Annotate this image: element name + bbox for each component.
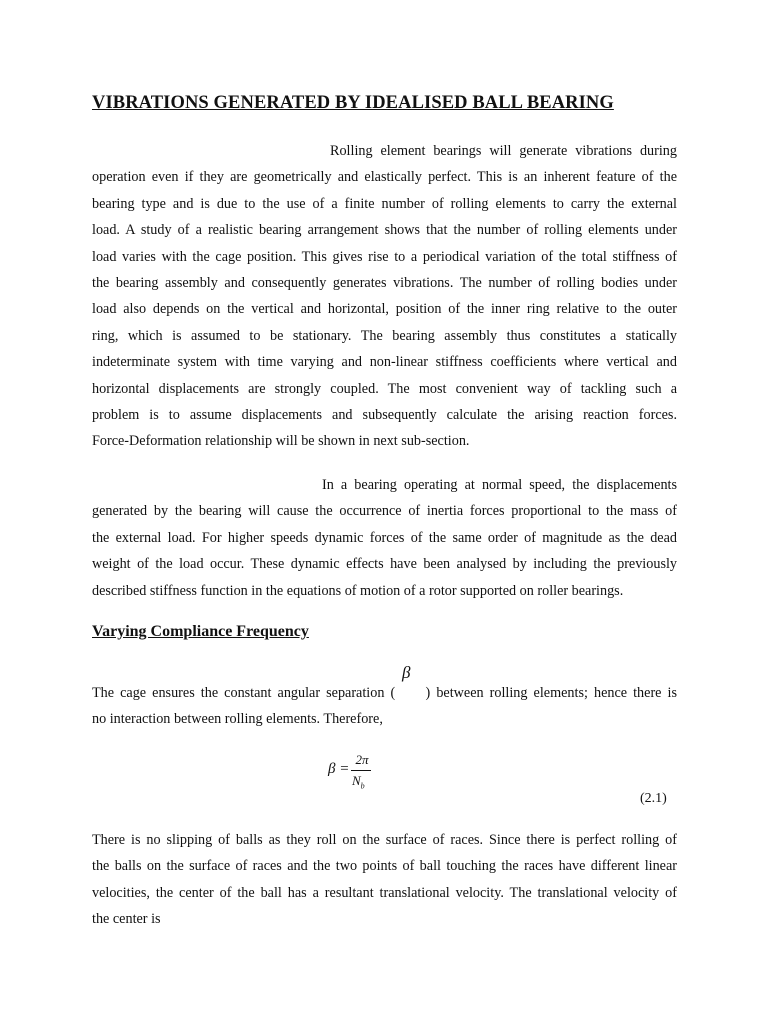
- paragraph-dynamics: [92, 472, 677, 604]
- denominator-symbol: N: [352, 773, 361, 788]
- paragraph-line: the bearing assembly and consequently generates vibrations. The number of rolling bodies under: [92, 274, 677, 291]
- paragraph-line: ring, which is assumed to be stationary. The bearing assembly thus constitutes a statically: [92, 327, 677, 344]
- paragraph-line: operation even if they are geometrically and elastically perfect. This is an inherent feature of the: [92, 169, 677, 186]
- paragraph-line: velocities, the center of the ball has a resultant translational velocity. The translational velocity of: [92, 884, 677, 901]
- paragraph-line: the center is: [92, 911, 161, 928]
- paragraph-rolling: [92, 827, 677, 933]
- equation-denominator: [352, 773, 365, 791]
- paragraph-line: the balls on the surface of races and the two points of ball touching the races have different linear: [92, 858, 677, 875]
- paragraph-line: load also depends on the vertical and horizontal, position of the inner ring relative to the outer: [92, 301, 677, 318]
- paragraph-line: weight of the load occur. These dynamic effects have been analysed by including the previously: [92, 556, 677, 573]
- paragraph-line: described stiffness function in the equations of motion of a rotor supported on roller bearings.: [92, 582, 624, 599]
- paragraph-line: load. A study of a realistic bearing arrangement shows that the number of rolling elements under: [92, 222, 677, 239]
- paragraph-intro: [92, 138, 677, 455]
- section-heading: Varying Compliance Frequency: [92, 623, 309, 640]
- paragraph-line: the external load. For higher speeds dynamic forces of the same order of magnitude as the dead: [92, 529, 677, 546]
- equation-lhs: β =: [328, 761, 350, 777]
- denominator-subscript: b: [360, 781, 365, 791]
- paragraph-line: generated by the bearing will cause the occurrence of inertia forces proportional to the mass of: [92, 503, 677, 520]
- paragraph-line: In a bearing operating at normal speed, the displacements: [322, 477, 677, 493]
- beta-symbol: β: [402, 663, 411, 682]
- fraction-bar: [351, 770, 371, 771]
- paragraph-line: horizontal displacements are strongly coupled. The most convenient way of tackling such a: [92, 380, 677, 397]
- document-title: VIBRATIONS GENERATED BY IDEALISED BALL BEARING: [92, 93, 614, 113]
- paragraph-line: load varies with the cage position. This gives rise to a periodical variation of the total stiffness of: [92, 248, 677, 265]
- paragraph-line: Rolling element bearings will generate vibrations during: [330, 143, 677, 159]
- paragraph-line: no interaction between rolling elements. Therefore,: [92, 711, 383, 728]
- paragraph-line: indeterminate system with time varying and non-linear stiffness coefficients where vertical and: [92, 354, 677, 371]
- paragraph-cage: [92, 680, 677, 733]
- paragraph-line: bearing type and is due to the use of a finite number of rolling elements to carry the external: [92, 195, 677, 212]
- paragraph-line: Force-Deformation relationship will be shown in next sub-section.: [92, 433, 470, 450]
- paragraph-line: There is no slipping of balls as they roll on the surface of races. Since there is perfect rolling of: [92, 832, 677, 848]
- paragraph-line: The cage ensures the constant angular separation ( ) between rolling elements; hence there is: [92, 685, 677, 701]
- equation-numerator: 2π: [355, 752, 369, 767]
- equation-number: (2.1): [640, 791, 667, 806]
- paragraph-line: problem is to assume displacements and subsequently calculate the arising reaction forces.: [92, 406, 677, 423]
